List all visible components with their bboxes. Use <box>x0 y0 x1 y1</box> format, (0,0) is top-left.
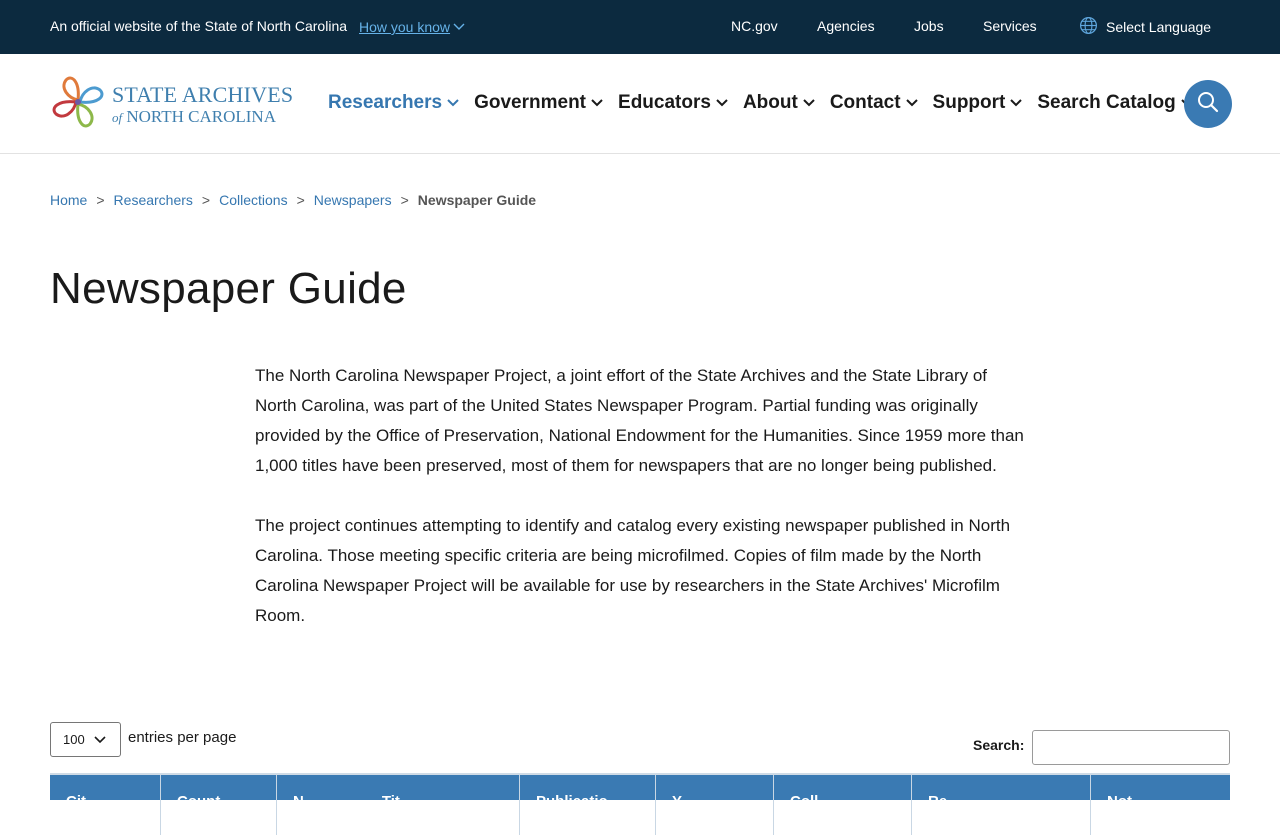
chevron-down-icon <box>94 736 106 744</box>
select-language-label: Select Language <box>1106 19 1212 35</box>
column-header-publication[interactable]: Publicatio <box>520 775 656 835</box>
logo-line-2-text: NORTH CAROLINA <box>126 106 276 126</box>
column-header-n: N <box>293 793 304 810</box>
chevron-down-icon <box>803 99 815 107</box>
breadcrumb-collections[interactable]: Collections <box>219 192 288 208</box>
official-site-text: An official website of the State of North Carolina <box>50 18 348 34</box>
chevron-down-icon <box>906 99 918 107</box>
breadcrumb-separator: > <box>400 192 409 208</box>
nav-support-label: Support <box>932 92 1006 113</box>
breadcrumb-separator: > <box>96 192 105 208</box>
chevron-down-icon <box>453 18 465 34</box>
official-banner <box>0 0 1280 54</box>
intro-paragraph-1: The North Carolina Newspaper Project, a joint effort of the State Archives and the State Library of North Carolina, was part of the United States Newspaper Program. Partial funding was originally provided by the Office of Preservation, National Endowment for the Humanities. Since 1959 more than 1,000 titles have been preserved, most of them for newspapers that are no longer being published. <box>255 366 1024 475</box>
column-header-collection[interactable]: Coll <box>774 775 912 835</box>
nav-about-label: About <box>742 92 798 113</box>
column-header-city[interactable]: Cit <box>50 775 161 835</box>
logo-text <box>112 81 294 126</box>
table-search-label: Search: <box>973 737 1025 753</box>
select-language-button[interactable] <box>1079 16 1211 38</box>
nav-government[interactable] <box>474 92 603 114</box>
nav-contact-label: Contact <box>829 92 901 113</box>
top-link-services[interactable]: Services <box>983 18 1037 34</box>
search-icon <box>1197 91 1219 118</box>
chevron-down-icon <box>447 99 459 107</box>
nav-search-catalog-label: Search Catalog <box>1037 92 1176 113</box>
globe-icon <box>1079 16 1098 38</box>
column-header-notes[interactable]: Not <box>1107 793 1132 810</box>
dogwood-logo-icon <box>50 74 106 135</box>
breadcrumb-researchers[interactable]: Researchers <box>113 192 193 208</box>
entries-per-page-select[interactable] <box>50 722 121 757</box>
nav-researchers-label: Researchers <box>328 92 443 113</box>
column-header-title[interactable] <box>277 775 520 835</box>
entries-per-page-label: entries per page <box>128 729 237 746</box>
nav-search-catalog[interactable] <box>1037 92 1192 114</box>
entries-per-page-value: 100 <box>63 732 85 747</box>
column-header-tit: Tit <box>381 793 400 810</box>
top-link-jobs[interactable]: Jobs <box>914 18 944 34</box>
nav-contact[interactable] <box>830 92 918 114</box>
how-you-know-link[interactable] <box>359 18 465 35</box>
site-logo[interactable] <box>50 74 300 134</box>
breadcrumb-separator: > <box>296 192 305 208</box>
breadcrumb-newspapers[interactable]: Newspapers <box>313 192 392 208</box>
table-search-input[interactable] <box>1032 730 1230 765</box>
chevron-down-icon <box>716 99 728 107</box>
breadcrumb-current: Newspaper Guide <box>417 192 537 208</box>
nav-educators-label: Educators <box>618 92 711 113</box>
column-header-reels[interactable]: Re <box>912 775 1091 835</box>
intro-paragraph-2: The project continues attempting to identify and catalog every existing newspaper published in North Carolina. Those meeting specific criteria are being microfilmed. Copies of film made by the North Carolina Newspaper Project will be available for use by researchers in the State Archives' Microfilm Room. <box>255 516 1011 625</box>
site-search-button[interactable] <box>1184 80 1232 128</box>
nav-government-label: Government <box>474 92 587 113</box>
breadcrumb <box>50 192 536 208</box>
nav-about[interactable] <box>743 92 815 114</box>
breadcrumb-home[interactable]: Home <box>50 192 88 208</box>
chevron-down-icon <box>1010 99 1022 107</box>
top-link-ncgov[interactable]: NC.gov <box>731 18 778 34</box>
column-header-years[interactable]: Y <box>656 775 774 835</box>
table-header-row <box>50 773 1230 810</box>
site-header <box>0 54 1280 154</box>
logo-line-2 <box>112 108 293 125</box>
logo-of: of <box>112 109 123 125</box>
nav-educators[interactable] <box>618 92 728 114</box>
logo-line-1: STATE ARCHIVES <box>112 81 294 107</box>
column-header-county[interactable]: Count <box>161 775 277 835</box>
how-you-know-label: How you know <box>359 19 451 35</box>
intro-text <box>255 361 1030 631</box>
breadcrumb-separator: > <box>201 192 211 208</box>
nav-support[interactable] <box>933 92 1023 114</box>
chevron-down-icon <box>591 99 603 107</box>
nav-researchers[interactable] <box>328 92 459 114</box>
page-title: Newspaper Guide <box>50 264 407 313</box>
top-link-agencies[interactable]: Agencies <box>817 18 875 34</box>
main-nav <box>328 92 1193 114</box>
